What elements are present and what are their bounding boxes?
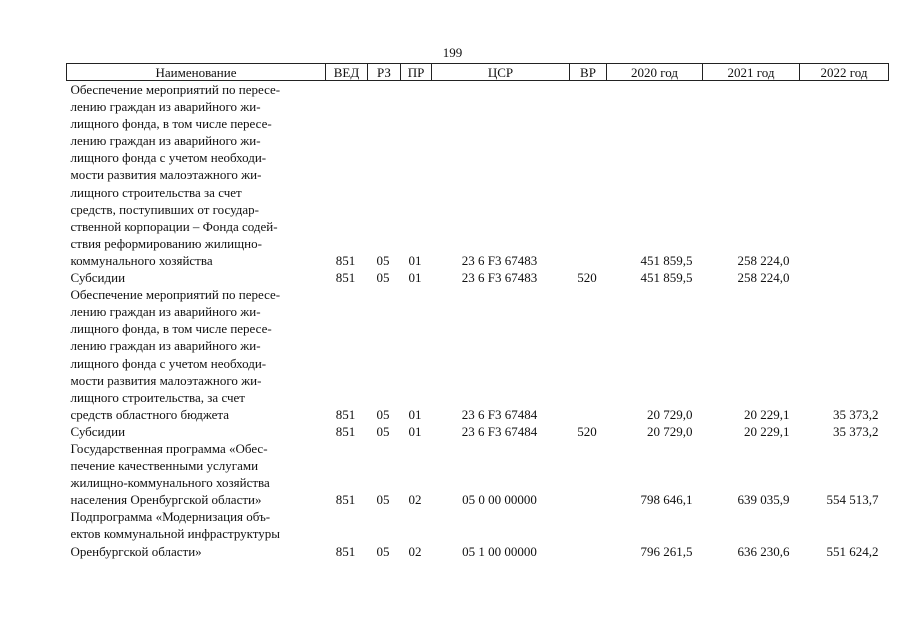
- row-name-line: лищного фонда с учетом необходи-: [70, 150, 267, 166]
- table-body: [67, 81, 889, 560]
- row-amount-2022: 35 373,2: [833, 423, 879, 439]
- row-amount-2022: 554 513,7: [826, 492, 879, 508]
- header-name: Наименование: [67, 64, 326, 81]
- row-vr: 520: [577, 270, 597, 286]
- row-name: [67, 423, 326, 440]
- row-name: [67, 269, 326, 286]
- row-name-line: Субсидии: [70, 270, 126, 286]
- row-amount-2022: [800, 81, 889, 270]
- row-name-line: средств, поступивших от государ-: [70, 201, 259, 217]
- row-name: [67, 440, 326, 508]
- row-name-line: Обеспечение мероприятий по пересе-: [70, 287, 281, 303]
- row-ved: 851: [335, 543, 356, 559]
- row-name-line: мости развития малоэтажного жи-: [70, 372, 262, 388]
- row-amount-2021: 20 229,1: [744, 406, 790, 422]
- row-amount-2022: [800, 269, 889, 286]
- table-row: [67, 440, 889, 508]
- row-name-line: средств областного бюджета: [70, 406, 230, 422]
- row-csr: 23 6 F3 67484: [461, 406, 538, 422]
- table-row: [67, 286, 889, 423]
- row-amount-2021: 20 229,1: [744, 423, 790, 439]
- table-row: [67, 508, 889, 559]
- row-name-line: населения Оренбургской области»: [70, 492, 262, 508]
- row-amount-2020: 798 646,1: [640, 492, 693, 508]
- row-name-line: лению граждан из аварийного жи-: [70, 133, 261, 149]
- row-name-line: лению граждан из аварийного жи-: [70, 99, 261, 115]
- row-amount-2020: 451 859,5: [640, 252, 693, 268]
- row-ved: 851: [335, 252, 356, 268]
- row-pr: 01: [408, 406, 422, 422]
- row-amount-2020: 451 859,5: [640, 270, 693, 286]
- table-row: [67, 269, 889, 286]
- header-vr: ВР: [570, 64, 607, 81]
- row-rz: 05: [376, 492, 390, 508]
- header-2020: 2020 год: [607, 64, 703, 81]
- row-amount-2021: 258 224,0: [737, 252, 790, 268]
- header-2021: 2021 год: [703, 64, 800, 81]
- table-header: [67, 64, 889, 81]
- row-pr: 01: [408, 270, 422, 286]
- row-name-line: лищного строительства, за счет: [70, 389, 245, 405]
- row-name-line: лению граждан из аварийного жи-: [70, 338, 261, 354]
- row-rz: 05: [376, 406, 390, 422]
- row-name-line: Обеспечение мероприятий по пересе-: [70, 82, 281, 97]
- row-name: [67, 81, 326, 270]
- row-name-line: лищного фонда с учетом необходи-: [70, 355, 267, 371]
- row-vr: 520: [577, 423, 597, 439]
- row-amount-2020: 20 729,0: [647, 406, 693, 422]
- row-vr: [570, 508, 607, 559]
- row-name-line: ствия реформированию жилищно-: [70, 235, 262, 251]
- row-amount-2022: 551 624,2: [826, 543, 879, 559]
- row-name-line: лищного фонда, в том числе пересе-: [70, 116, 272, 132]
- row-name-line: Подпрограмма «Модернизация объ-: [70, 509, 271, 525]
- row-amount-2021: 636 230,6: [737, 543, 790, 559]
- row-rz: 05: [376, 423, 390, 439]
- row-name-line: печение качественными услугами: [70, 458, 259, 474]
- header-ved: ВЕД: [326, 64, 368, 81]
- row-vr: [570, 286, 607, 423]
- row-csr: 23 6 F3 67484: [461, 423, 538, 439]
- row-ved: 851: [335, 423, 356, 439]
- header-rz: РЗ: [368, 64, 401, 81]
- row-pr: 01: [408, 423, 422, 439]
- row-ved: 851: [335, 270, 356, 286]
- row-ved: 851: [335, 406, 356, 422]
- row-amount-2020: 20 729,0: [647, 423, 693, 439]
- row-amount-2020: 796 261,5: [640, 543, 693, 559]
- row-name: [67, 286, 326, 423]
- table-row: [67, 423, 889, 440]
- row-name-line: лищного строительства за счет: [70, 184, 242, 200]
- row-pr: 01: [408, 252, 422, 268]
- row-ved: 851: [335, 492, 356, 508]
- row-name-line: ственной корпорации – Фонда содей-: [70, 218, 278, 234]
- row-pr: 02: [408, 492, 422, 508]
- row-name-line: жилищно-коммунального хозяйства: [70, 475, 270, 491]
- header-pr: ПР: [401, 64, 432, 81]
- row-name-line: Субсидии: [70, 423, 126, 439]
- row-pr: 02: [408, 543, 422, 559]
- row-rz: 05: [376, 252, 390, 268]
- row-name-line: ектов коммунальной инфраструктуры: [70, 526, 281, 542]
- budget-table: [66, 63, 889, 560]
- row-name: [67, 508, 326, 559]
- row-amount-2022: 35 373,2: [833, 406, 879, 422]
- row-name-line: коммунального хозяйства: [70, 252, 213, 268]
- row-name-line: лищного фонда, в том числе пересе-: [70, 321, 272, 337]
- row-csr: 23 6 F3 67483: [461, 252, 538, 268]
- row-csr: 05 1 00 00000: [462, 543, 537, 559]
- row-vr: [570, 81, 607, 270]
- page-number: 199: [442, 45, 463, 60]
- table-row: [67, 81, 889, 270]
- row-name-line: мости развития малоэтажного жи-: [70, 167, 262, 183]
- row-vr: [570, 440, 607, 508]
- row-rz: 05: [376, 543, 390, 559]
- row-amount-2021: 258 224,0: [737, 270, 790, 286]
- row-csr: 05 0 00 00000: [462, 492, 537, 508]
- row-name-line: лению граждан из аварийного жи-: [70, 304, 261, 320]
- row-rz: 05: [376, 270, 390, 286]
- row-name-line: Оренбургской области»: [70, 543, 202, 559]
- header-csr: ЦСР: [432, 64, 570, 81]
- row-csr: 23 6 F3 67483: [461, 270, 538, 286]
- row-amount-2021: 639 035,9: [737, 492, 790, 508]
- header-2022: 2022 год: [800, 64, 889, 81]
- row-name-line: Государственная программа «Обес-: [70, 440, 268, 456]
